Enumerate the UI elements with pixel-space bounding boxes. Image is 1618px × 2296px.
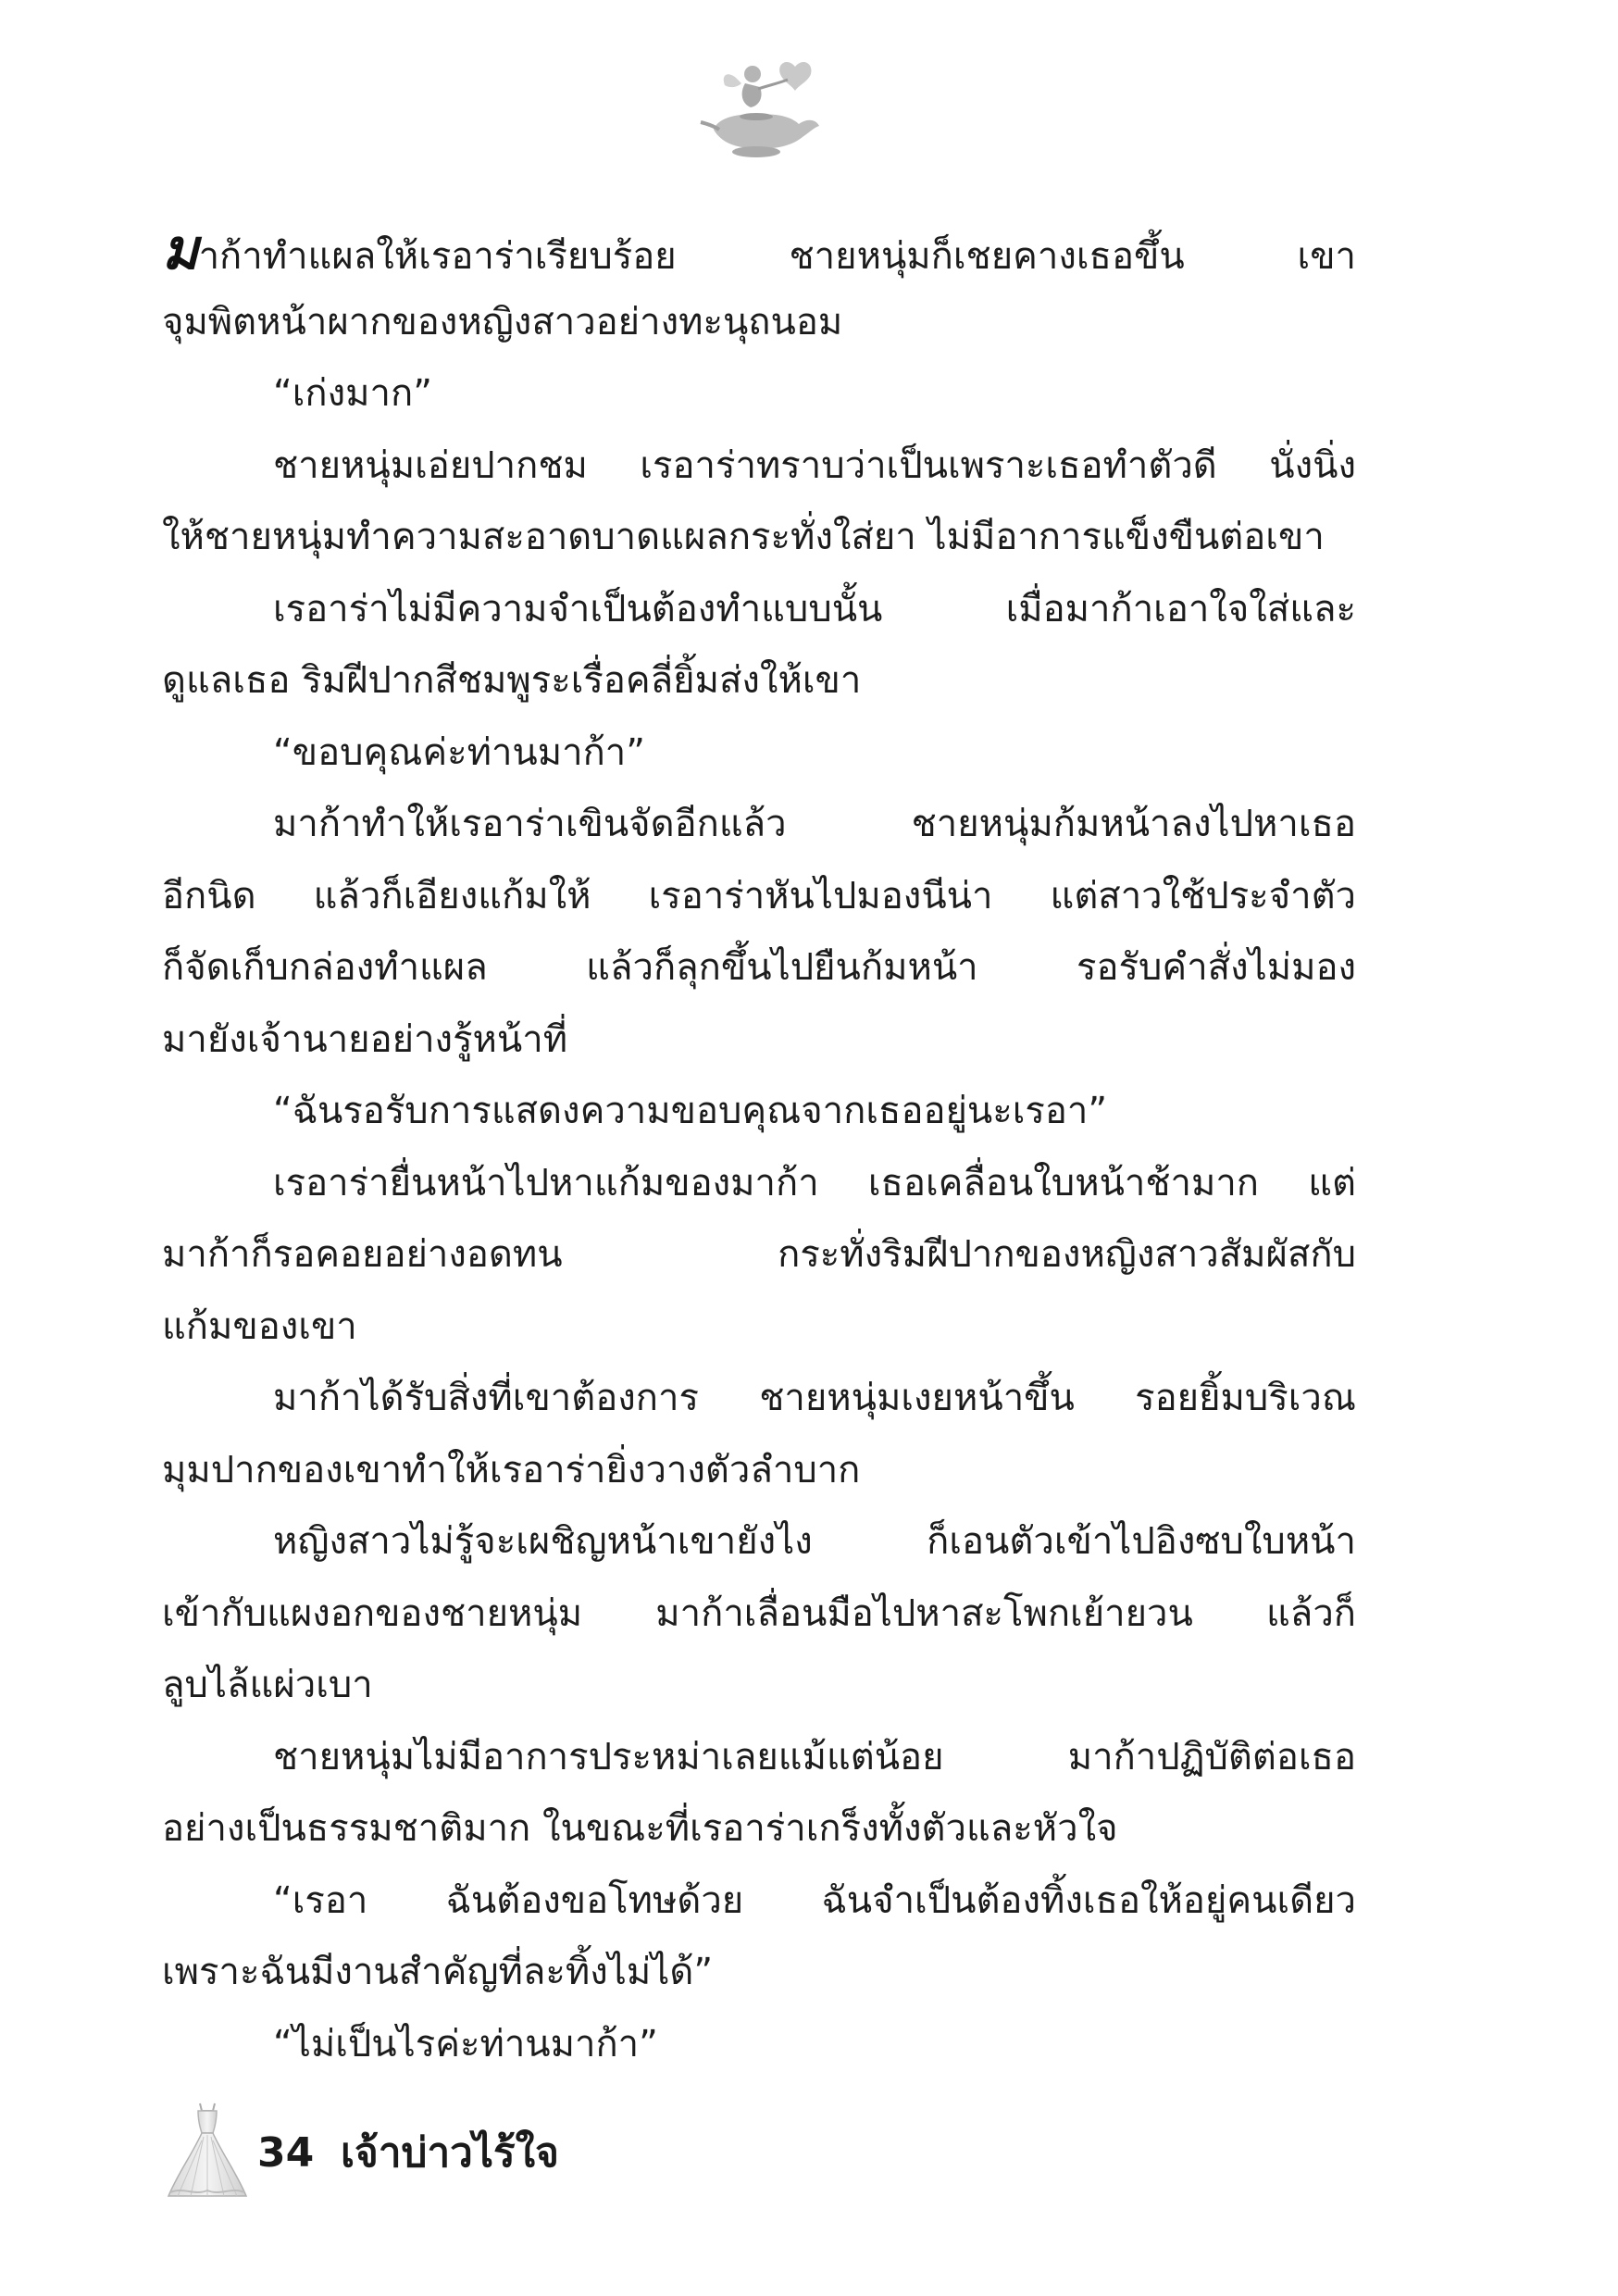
- paragraph-line: “ไม่เป็นไรค่ะท่านมาก้า”: [273, 2022, 658, 2065]
- paragraph-line: อีกนิด แล้วก็เอียงแก้มให้ เรอาร่าหันไปมองนีน่า แต่สาวใช้ประจำตัว: [162, 874, 1356, 917]
- paragraph-line: เรอาร่ายื่นหน้าไปหาแก้มของมาก้า เธอเคลื่อนใบหน้าช้ามาก แต่: [273, 1161, 1356, 1204]
- wedding-dress-icon: [165, 2100, 250, 2200]
- paragraph-line: มาก้าก็รอคอยอย่างอดทน กระทั่งริมฝีปากของหญิงสาวสัมผัสกับ: [162, 1233, 1356, 1276]
- paragraph-line: [162, 215, 1356, 287]
- paragraph-line: แก้มของเขา: [162, 1304, 357, 1348]
- drop-cap: ม: [162, 218, 199, 282]
- paragraph-line: มุมปากของเขาทำให้เรอาร่ายิ่งวางตัวลำบาก: [162, 1448, 861, 1491]
- paragraph-line: “ฉันรอรับการแสดงความขอบคุณจากเธออยู่นะเรอา”: [273, 1090, 1108, 1132]
- paragraph-line: เพราะฉันมีงานสำคัญที่ละทิ้งไม่ได้”: [162, 1951, 714, 1993]
- paragraph-line: หญิงสาวไม่รู้จะเผชิญหน้าเขายังไง ก็เอนตัวเข้าไปอิงซบใบหน้า: [273, 1520, 1356, 1563]
- paragraph-line: อย่างเป็นธรรมชาติมาก ในขณะที่เรอาร่าเกร็งทั้งตัวและหัวใจ: [162, 1807, 1118, 1850]
- paragraph-line: ดูแลเธอ ริมฝีปากสีชมพูระเรื่อคลี่ยิ้มส่งให้เขา: [162, 659, 862, 702]
- paragraph-line: “เรอา ฉันต้องขอโทษด้วย ฉันจำเป็นต้องทิ้งเธอให้อยู่คนเดียว: [273, 1878, 1356, 1922]
- paragraph-line: มาก้าได้รับสิ่งที่เขาต้องการ ชายหนุ่มเงยหน้าขึ้น รอยยิ้มบริเวณ: [273, 1377, 1356, 1419]
- paragraph-line: ก็จัดเก็บกล่องทำแผล แล้วก็ลุกขึ้นไปยืนก้มหน้า รอรับคำสั่งไม่มอง: [162, 946, 1356, 989]
- cupid-lamp-icon: [699, 57, 828, 164]
- paragraph-line: เข้ากับแผงอกของชายหนุ่ม มาก้าเลื่อนมือไปหาสะโพกเย้ายวน แล้วก็: [162, 1591, 1356, 1635]
- paragraph-line: เรอาร่าไม่มีความจำเป็นต้องทำแบบนั้น เมื่อมาก้าเอาใจใส่และ: [273, 587, 1356, 630]
- page-footer: [165, 2100, 813, 2202]
- paragraph-line: ชายหนุ่มไม่มีอาการประหม่าเลยแม้แต่น้อย มาก้าปฏิบัติต่อเธอ: [273, 1735, 1356, 1778]
- line-text: าก้าทำแผลให้เรอาร่าเรียบร้อย ชายหนุ่มก็เชยคางเธอขึ้น เขา: [198, 235, 1356, 278]
- paragraph-line: “ขอบคุณค่ะท่านมาก้า”: [273, 730, 645, 774]
- paragraph-line: ชายหนุ่มเอ่ยปากชม เรอาร่าทราบว่าเป็นเพราะเธอทำตัวดี นั่งนิ่ง: [273, 443, 1356, 487]
- page-number: 34: [257, 2129, 315, 2177]
- paragraph-line: ให้ชายหนุ่มทำความสะอาดบาดแผลกระทั่งใส่ยา ไม่มีอาการแข็งขืนต่อเขา: [162, 516, 1325, 558]
- paragraph-line: จุมพิตหน้าผากของหญิงสาวอย่างทะนุถนอม: [162, 300, 843, 343]
- body-text: [162, 215, 1356, 2080]
- paragraph-line: ลูบไล้แผ่วเบา: [162, 1664, 373, 1706]
- paragraph-line: “เก่งมาก”: [273, 372, 432, 415]
- book-title: เจ้าบ่าวไร้ใจ: [341, 2129, 559, 2177]
- paragraph-line: มาก้าทำให้เรอาร่าเขินจัดอีกแล้ว ชายหนุ่มก้มหน้าลงไปหาเธอ: [273, 803, 1356, 845]
- paragraph-line: มายังเจ้านายอย่างรู้หน้าที่: [162, 1017, 568, 1061]
